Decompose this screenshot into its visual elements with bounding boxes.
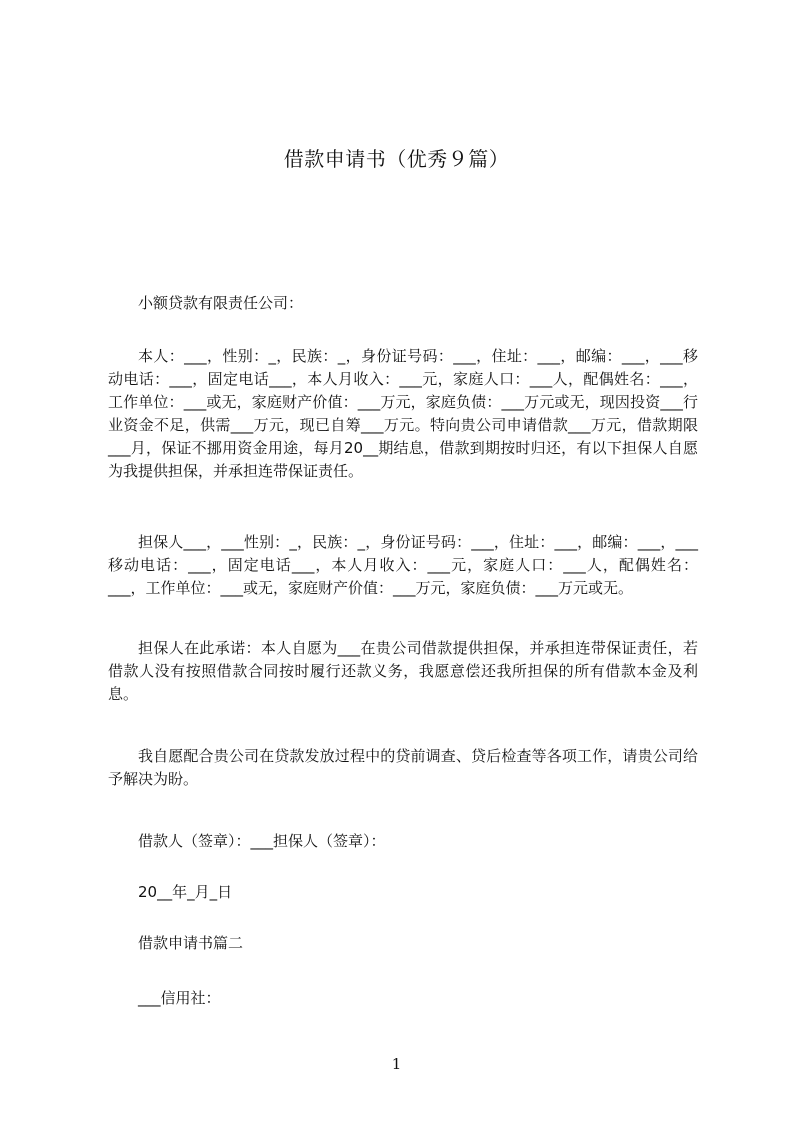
page-number: 1 <box>391 1055 402 1073</box>
applicant-info-paragraph: 本人：___，性别：_，民族：_，身份证号码：___，住址：___，邮编：___，___移动电话：___，固定电话___，本人月收入：___元，家庭人口：___人，配偶姓名：___，工作单位：___或无，家庭财产价值：___万元，家庭负债：___万元或无，现因投资___行业资金不足，供需___万元，现已自筹___万元。特向贵公司申请借款___万元，借款期限___月，保证不挪用资金用途，每月20__期结息，借款到期按时归还，有以下担保人自愿为我提供担保，并承担连带保证责任。 <box>108 347 698 480</box>
cooperation-paragraph: 我自愿配合贵公司在贷款发放过程中的贷前调查、贷后检查等各项工作，请贵公司给予解决为盼。 <box>108 747 698 788</box>
date-line: 20__年_月_日 <box>138 883 233 901</box>
guarantor-info-paragraph: 担保人___，___性别：_，民族：_，身份证号码：___，住址：___，邮编：___，___移动电话：___，固定电话___，本人月收入：___元，家庭人口：___人，配偶姓名：___，工作单位：___或无，家庭财产价值：___万元，家庭负债：___万元或无。 <box>108 533 698 597</box>
section-two-heading: 借款申请书篇二 <box>138 934 244 952</box>
document-title: 借款申请书（优秀９篇） <box>283 147 510 171</box>
signature-line: 借款人（签章）：___担保人（签章）： <box>138 832 386 850</box>
credit-union-salutation: ___信用社： <box>138 989 221 1007</box>
guarantor-commitment-paragraph: 担保人在此承诺：本人自愿为___在贵公司借款提供担保，并承担连带保证责任，若借款人没有按照借款合同按时履行还款义务，我愿意偿还我所担保的所有借款本金及利息。 <box>108 639 698 703</box>
salutation-paragraph: 小额贷款有限责任公司： <box>138 294 304 312</box>
